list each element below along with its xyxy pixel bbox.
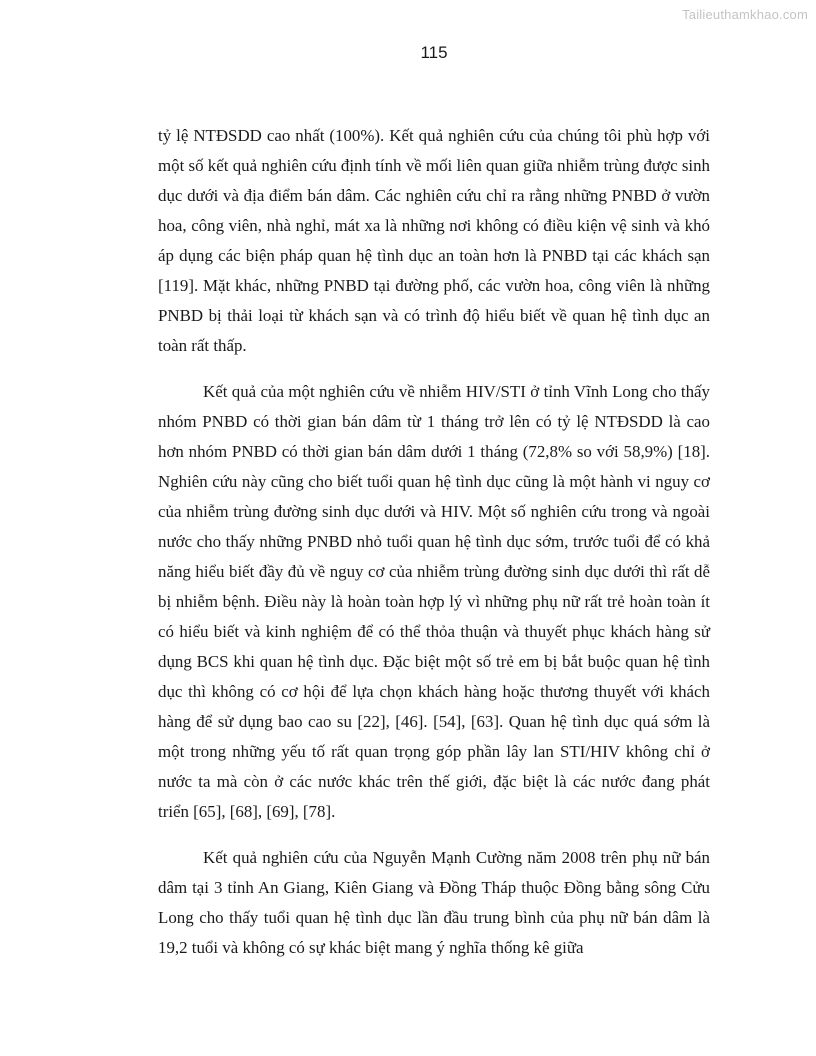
document-body: [158, 121, 710, 979]
watermark: Tailieuthamkhao.com: [682, 7, 808, 22]
page-number: 115: [420, 43, 448, 62]
paragraph-continuation: tỷ lệ NTĐSDD cao nhất (100%). Kết quả nghiên cứu của chúng tôi phù hợp với một số kết quả nghiên cứu định tính về mối liên quan giữa nhiễm trùng được sinh dục dưới và địa điểm bán dâm. Các nghiên cứu chỉ ra rằng những PNBD ở vườn hoa, công viên, nhà nghỉ, mát xa là những nơi không có điều kiện vệ sinh và khó áp dụng các biện pháp quan hệ tình dục an toàn hơn là PNBD tại các khách sạn [119]. Mặt khác, những PNBD tại đường phố, các vườn hoa, công viên là những PNBD bị thải loại từ khách sạn và có trình độ hiểu biết về quan hệ tình dục an toàn rất thấp.: [158, 126, 710, 355]
paragraph-vinh-long-study: Kết quả của một nghiên cứu về nhiễm HIV/STI ở tỉnh Vĩnh Long cho thấy nhóm PNBD có thời gian bán dâm từ 1 tháng trở lên có tỷ lệ NTĐSDD là cao hơn nhóm PNBD có thời gian bán dâm dưới 1 tháng (72,8% so với 58,9%) [18]. Nghiên cứu này cũng cho biết tuổi quan hệ tình dục cũng là một hành vi nguy cơ của nhiễm trùng đường sinh dục dưới và HIV. Một số nghiên cứu trong và ngoài nước cho thấy những PNBD nhỏ tuổi quan hệ tình dục sớm, trước tuổi để có khả năng hiểu biết đầy đủ về nguy cơ của nhiễm trùng đường sinh dục dưới thì rất dễ bị nhiễm bệnh. Điều này là hoàn toàn hợp lý vì những phụ nữ rất trẻ hoàn toàn ít có hiểu biết và kinh nghiệm để có thể thỏa thuận và thuyết phục khách hàng sử dụng BCS khi quan hệ tình dục. Đặc biệt một số trẻ em bị bắt buộc quan hệ tình dục thì không có cơ hội để lựa chọn khách hàng hoặc thương thuyết với khách hàng để sử dụng bao cao su [22], [46]. [54], [63]. Quan hệ tình dục quá sớm là một trong những yếu tố rất quan trọng góp phần lây lan STI/HIV không chỉ ở nước ta mà còn ở các nước khác trên thế giới, đặc biệt là các nước đang phát triển [65], [68], [69], [78].: [158, 382, 710, 821]
paragraph-mekong-study: Kết quả nghiên cứu của Nguyễn Mạnh Cường năm 2008 trên phụ nữ bán dâm tại 3 tỉnh An Giang, Kiên Giang và Đồng Tháp thuộc Đồng bằng sông Cửu Long cho thấy tuổi quan hệ tình dục lần đầu trung bình của phụ nữ bán dâm là 19,2 tuổi và không có sự khác biệt mang ý nghĩa thống kê giữa: [158, 848, 710, 957]
